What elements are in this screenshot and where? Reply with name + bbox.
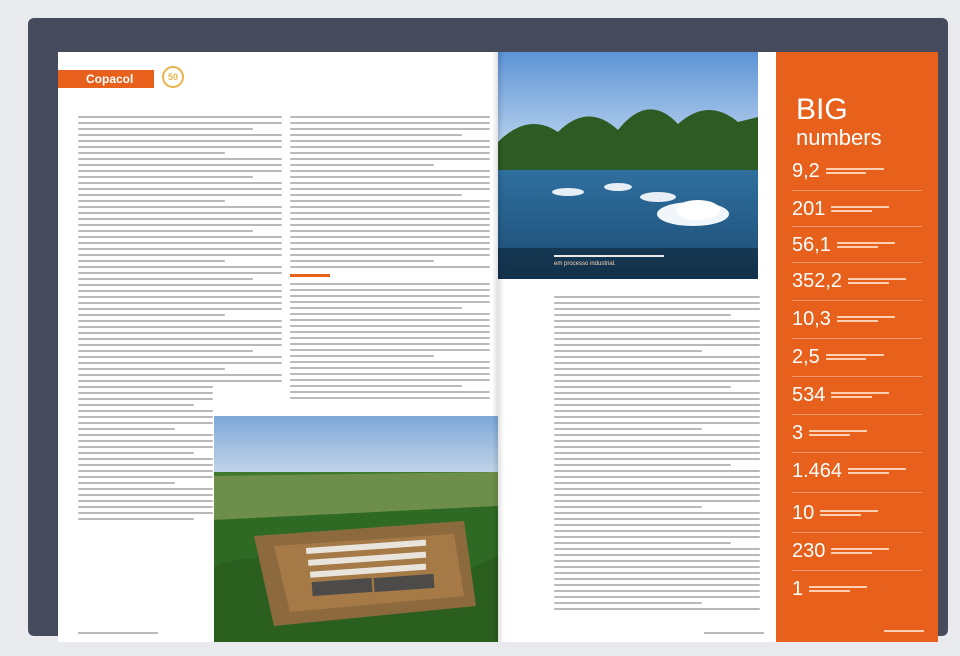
aerated-pond-photo <box>498 52 758 279</box>
stat-description <box>826 168 884 174</box>
left-page <box>58 52 498 642</box>
stat-description <box>848 468 906 474</box>
stat-divider <box>792 300 922 301</box>
stat-divider <box>792 338 922 339</box>
panel-folio <box>884 630 924 632</box>
stat-divider <box>792 190 922 191</box>
anniversary-badge: 50 <box>162 66 184 88</box>
stat-item: 2,5 <box>792 346 884 368</box>
stat-item: 3 <box>792 422 867 444</box>
stat-description <box>837 316 895 322</box>
stat-item: 352,2 <box>792 270 906 292</box>
stat-divider <box>792 492 922 493</box>
right-page <box>498 52 938 642</box>
aerial-farm-photo <box>214 416 498 642</box>
big-numbers-panel <box>776 52 938 642</box>
body-text <box>290 283 490 399</box>
stat-description <box>826 354 884 360</box>
stat-divider <box>792 570 922 571</box>
spine-shadow <box>492 52 504 642</box>
stat-item: 10,3 <box>792 308 895 330</box>
brand-tab: Copacol <box>58 70 154 88</box>
stat-description <box>809 586 867 592</box>
text-column-2 <box>290 116 490 403</box>
stat-item: 10 <box>792 502 878 524</box>
body-text <box>78 116 282 382</box>
stat-item: 1 <box>792 578 867 600</box>
stat-description <box>837 242 895 248</box>
stat-divider <box>792 414 922 415</box>
stat-item: 1.464 <box>792 460 906 482</box>
stat-item: 201 <box>792 198 889 220</box>
stat-description <box>831 392 889 398</box>
stat-item: 230 <box>792 540 889 562</box>
page-folio-right <box>704 632 764 634</box>
stat-divider <box>792 262 922 263</box>
stat-description <box>848 278 906 284</box>
stat-description <box>820 510 878 516</box>
body-text <box>290 116 490 268</box>
text-column-3 <box>554 296 760 614</box>
stat-item: 534 <box>792 384 889 406</box>
stat-divider <box>792 376 922 377</box>
stat-divider <box>792 452 922 453</box>
big-numbers-title: BIG numbers <box>796 93 882 150</box>
stat-description <box>831 548 889 554</box>
stat-item: 9,2 <box>792 160 884 182</box>
stat-divider <box>792 532 922 533</box>
stat-item: 56,1 <box>792 234 895 256</box>
body-text-narrow <box>78 386 213 520</box>
pond-caption: em processo industrial. <box>554 255 664 268</box>
stat-description <box>809 430 867 436</box>
stat-description <box>831 206 889 212</box>
stat-divider <box>792 226 922 227</box>
page-folio-left <box>78 632 158 634</box>
section-subhead <box>290 274 330 277</box>
body-text <box>554 296 760 610</box>
